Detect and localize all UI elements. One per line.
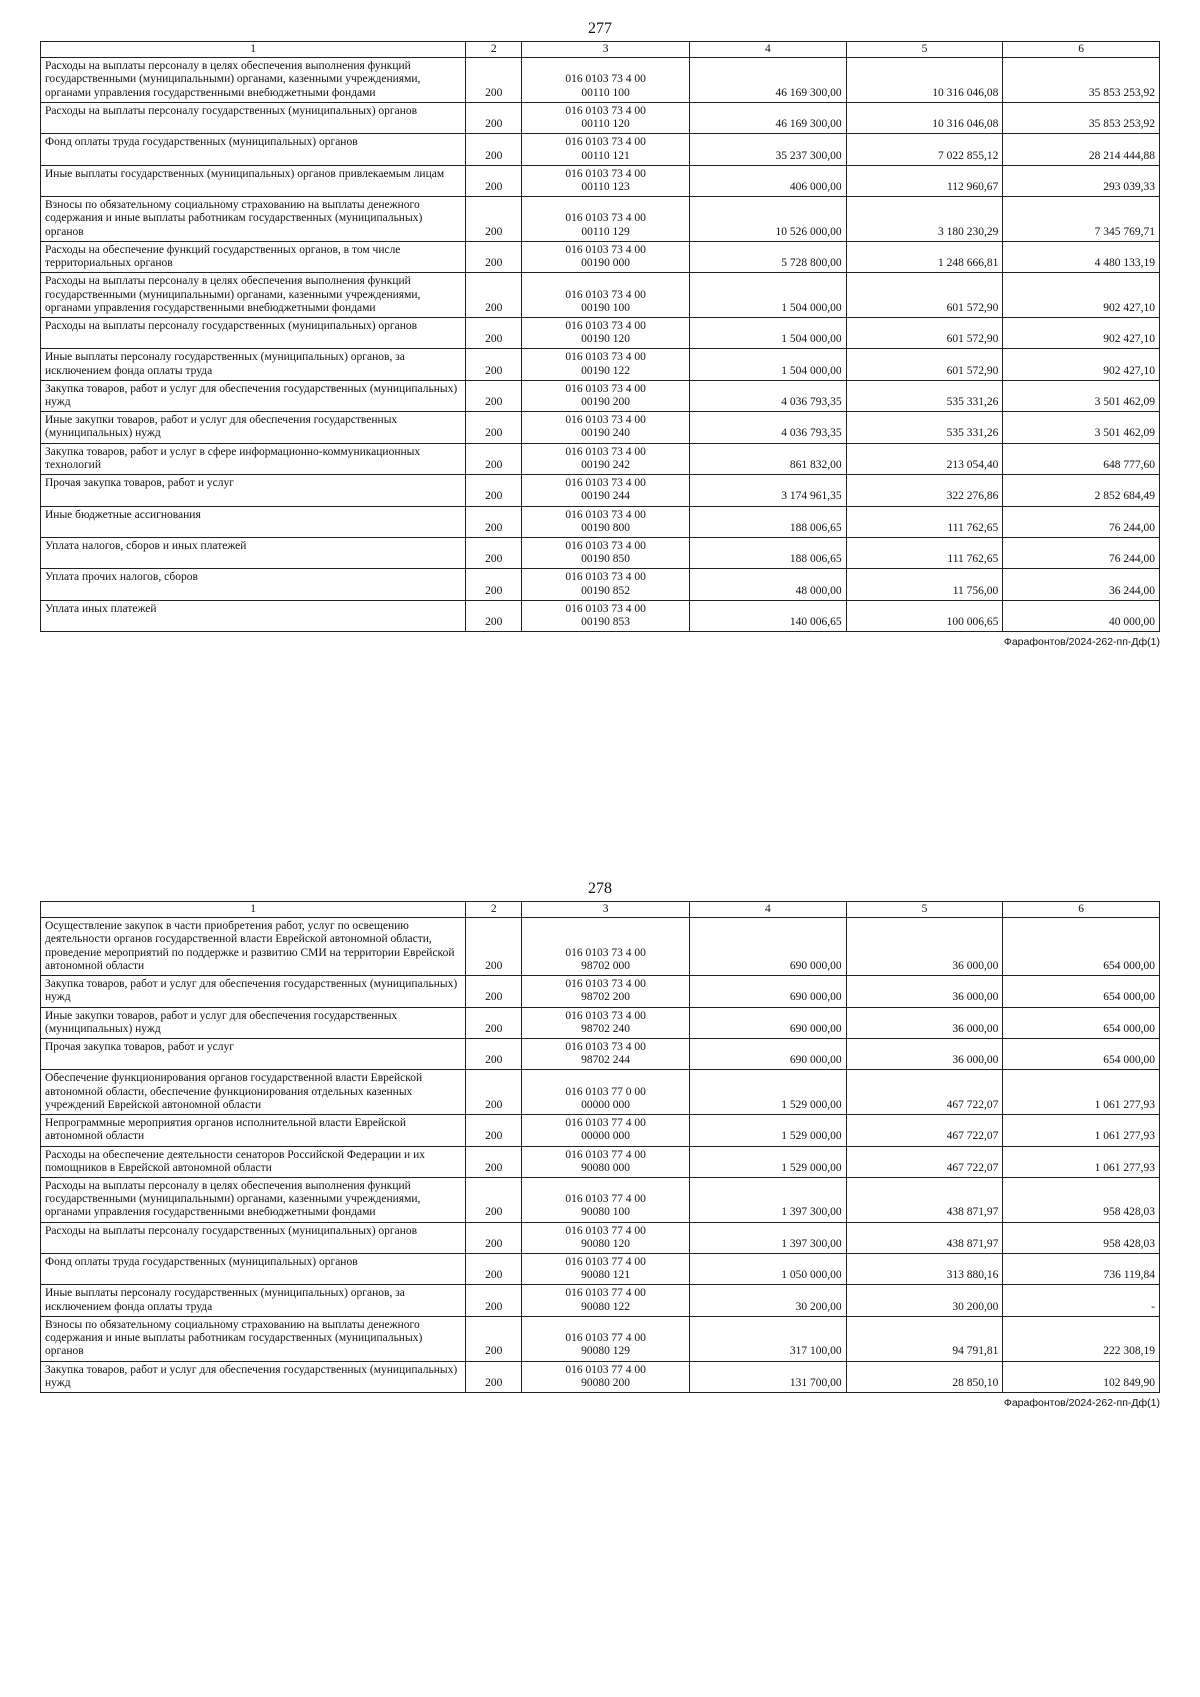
row-executed-amount: 467 722,07 xyxy=(846,1115,1003,1146)
row-classification-code: 016 0103 73 4 00 00190 242 xyxy=(522,443,690,474)
row-description: Расходы на обеспечение функций государственных органов, в том числе территориальных органов xyxy=(41,241,466,272)
row-executed-amount: 601 572,90 xyxy=(846,349,1003,380)
row-classification-code: 016 0103 77 4 00 90080 122 xyxy=(522,1285,690,1316)
row-remaining-amount: 902 427,10 xyxy=(1003,349,1160,380)
row-classification-code: 016 0103 77 4 00 90080 121 xyxy=(522,1254,690,1285)
row-remaining-amount: 102 849,90 xyxy=(1003,1361,1160,1392)
document-footer: Фарафонтов/2024-262-пп-Дф(1) xyxy=(1003,1397,1160,1409)
row-admin-code: 200 xyxy=(466,165,522,196)
row-remaining-amount: 76 244,00 xyxy=(1003,538,1160,569)
row-remaining-amount: 958 428,03 xyxy=(1003,1222,1160,1253)
row-executed-amount: 36 000,00 xyxy=(846,976,1003,1007)
header-cell: 4 xyxy=(690,902,847,918)
table-row xyxy=(41,1361,1160,1392)
budget-table xyxy=(40,901,1160,1393)
row-description: Фонд оплаты труда государственных (муниципальных) органов xyxy=(41,134,466,165)
row-remaining-amount: 654 000,00 xyxy=(1003,1007,1160,1038)
row-approved-amount: 317 100,00 xyxy=(690,1316,847,1361)
table-row xyxy=(41,317,1160,348)
row-admin-code: 200 xyxy=(466,1038,522,1069)
row-approved-amount: 1 504 000,00 xyxy=(690,273,847,318)
table-row xyxy=(41,1222,1160,1253)
row-classification-code: 016 0103 73 4 00 00110 100 xyxy=(522,58,690,103)
table-row xyxy=(41,1070,1160,1115)
row-approved-amount: 188 006,65 xyxy=(690,506,847,537)
table-body xyxy=(41,918,1160,1393)
row-description: Фонд оплаты труда государственных (муниципальных) органов xyxy=(41,1254,466,1285)
row-remaining-amount: 40 000,00 xyxy=(1003,600,1160,631)
table-row xyxy=(41,197,1160,242)
row-admin-code: 200 xyxy=(466,1177,522,1222)
row-classification-code: 016 0103 77 4 00 90080 120 xyxy=(522,1222,690,1253)
table-row xyxy=(41,569,1160,600)
row-approved-amount: 1 504 000,00 xyxy=(690,349,847,380)
row-admin-code: 200 xyxy=(466,197,522,242)
row-admin-code: 200 xyxy=(466,349,522,380)
row-approved-amount: 30 200,00 xyxy=(690,1285,847,1316)
row-description: Расходы на выплаты персоналу в целях обеспечения выполнения функций государственными (муниципальными) органами, казенными учреждениями, органами управления государственными внебюджетными фондами xyxy=(41,273,466,318)
row-admin-code: 200 xyxy=(466,102,522,133)
row-remaining-amount: 3 501 462,09 xyxy=(1003,412,1160,443)
row-executed-amount: 28 850,10 xyxy=(846,1361,1003,1392)
row-approved-amount: 1 397 300,00 xyxy=(690,1222,847,1253)
row-remaining-amount: 222 308,19 xyxy=(1003,1316,1160,1361)
row-remaining-amount: 35 853 253,92 xyxy=(1003,102,1160,133)
row-executed-amount: 7 022 855,12 xyxy=(846,134,1003,165)
table-row xyxy=(41,443,1160,474)
page-number: 278 xyxy=(588,880,612,897)
row-executed-amount: 601 572,90 xyxy=(846,317,1003,348)
row-executed-amount: 10 316 046,08 xyxy=(846,102,1003,133)
table-row xyxy=(41,380,1160,411)
row-executed-amount: 36 000,00 xyxy=(846,918,1003,976)
row-approved-amount: 4 036 793,35 xyxy=(690,380,847,411)
row-admin-code: 200 xyxy=(466,380,522,411)
row-remaining-amount: 1 061 277,93 xyxy=(1003,1115,1160,1146)
row-executed-amount: 11 756,00 xyxy=(846,569,1003,600)
row-description: Уплата иных платежей xyxy=(41,600,466,631)
row-admin-code: 200 xyxy=(466,1070,522,1115)
header-cell: 4 xyxy=(690,42,847,58)
row-remaining-amount: 1 061 277,93 xyxy=(1003,1146,1160,1177)
row-description: Прочая закупка товаров, работ и услуг xyxy=(41,475,466,506)
row-approved-amount: 1 504 000,00 xyxy=(690,317,847,348)
row-description: Закупка товаров, работ и услуг в сфере информационно-коммуникационных технологий xyxy=(41,443,466,474)
row-description: Расходы на выплаты персоналу государственных (муниципальных) органов xyxy=(41,317,466,348)
row-approved-amount: 188 006,65 xyxy=(690,538,847,569)
row-classification-code: 016 0103 73 4 00 00110 129 xyxy=(522,197,690,242)
row-executed-amount: 535 331,26 xyxy=(846,412,1003,443)
document-footer: Фарафонтов/2024-262-пп-Дф(1) xyxy=(1003,636,1160,649)
row-remaining-amount: - xyxy=(1003,1285,1160,1316)
row-approved-amount: 1 050 000,00 xyxy=(690,1254,847,1285)
table-row xyxy=(41,1254,1160,1285)
row-admin-code: 200 xyxy=(466,918,522,976)
table-row xyxy=(41,412,1160,443)
table-body xyxy=(41,58,1160,632)
row-approved-amount: 861 832,00 xyxy=(690,443,847,474)
table-row xyxy=(41,506,1160,537)
row-classification-code: 016 0103 73 4 00 00190 122 xyxy=(522,349,690,380)
row-executed-amount: 10 316 046,08 xyxy=(846,58,1003,103)
row-description: Иные закупки товаров, работ и услуг для обеспечения государственных (муниципальных) нужд xyxy=(41,412,466,443)
row-classification-code: 016 0103 73 4 00 00190 200 xyxy=(522,380,690,411)
table-row xyxy=(41,1285,1160,1316)
row-classification-code: 016 0103 73 4 00 00190 852 xyxy=(522,569,690,600)
header-cell: 6 xyxy=(1003,902,1160,918)
row-executed-amount: 100 006,65 xyxy=(846,600,1003,631)
row-classification-code: 016 0103 73 4 00 00190 853 xyxy=(522,600,690,631)
header-cell: 5 xyxy=(846,902,1003,918)
row-executed-amount: 1 248 666,81 xyxy=(846,241,1003,272)
row-admin-code: 200 xyxy=(466,475,522,506)
row-remaining-amount: 648 777,60 xyxy=(1003,443,1160,474)
row-remaining-amount: 7 345 769,71 xyxy=(1003,197,1160,242)
row-description: Уплата налогов, сборов и иных платежей xyxy=(41,538,466,569)
row-description: Расходы на выплаты персоналу государственных (муниципальных) органов xyxy=(41,1222,466,1253)
header-cell: 3 xyxy=(522,902,690,918)
row-description: Непрограммные мероприятия органов исполнительной власти Еврейской автономной области xyxy=(41,1115,466,1146)
table-row xyxy=(41,600,1160,631)
row-executed-amount: 601 572,90 xyxy=(846,273,1003,318)
table-row xyxy=(41,134,1160,165)
row-admin-code: 200 xyxy=(466,412,522,443)
row-approved-amount: 46 169 300,00 xyxy=(690,58,847,103)
header-row xyxy=(41,902,1160,918)
row-approved-amount: 5 728 800,00 xyxy=(690,241,847,272)
row-admin-code: 200 xyxy=(466,976,522,1007)
row-approved-amount: 131 700,00 xyxy=(690,1361,847,1392)
row-description: Иные бюджетные ассигнования xyxy=(41,506,466,537)
row-executed-amount: 30 200,00 xyxy=(846,1285,1003,1316)
row-approved-amount: 1 529 000,00 xyxy=(690,1146,847,1177)
header-cell: 3 xyxy=(522,42,690,58)
row-classification-code: 016 0103 73 4 00 00190 800 xyxy=(522,506,690,537)
row-approved-amount: 10 526 000,00 xyxy=(690,197,847,242)
row-executed-amount: 467 722,07 xyxy=(846,1146,1003,1177)
table-row xyxy=(41,273,1160,318)
row-admin-code: 200 xyxy=(466,538,522,569)
row-description: Обеспечение функционирования органов государственной власти Еврейской автономной области, обеспечение функционирования отдельных казенных учреждений Еврейской автономной области xyxy=(41,1070,466,1115)
row-description: Иные выплаты государственных (муниципальных) органов привлекаемым лицам xyxy=(41,165,466,196)
row-remaining-amount: 654 000,00 xyxy=(1003,1038,1160,1069)
row-remaining-amount: 4 480 133,19 xyxy=(1003,241,1160,272)
table-row xyxy=(41,1007,1160,1038)
table-row xyxy=(41,58,1160,103)
row-approved-amount: 1 529 000,00 xyxy=(690,1115,847,1146)
table-row xyxy=(41,165,1160,196)
table-row xyxy=(41,918,1160,976)
row-approved-amount: 4 036 793,35 xyxy=(690,412,847,443)
row-approved-amount: 690 000,00 xyxy=(690,976,847,1007)
table-row xyxy=(41,1115,1160,1146)
table-row xyxy=(41,1038,1160,1069)
row-remaining-amount: 3 501 462,09 xyxy=(1003,380,1160,411)
row-executed-amount: 112 960,67 xyxy=(846,165,1003,196)
row-remaining-amount: 736 119,84 xyxy=(1003,1254,1160,1285)
row-admin-code: 200 xyxy=(466,1007,522,1038)
row-classification-code: 016 0103 73 4 00 00190 000 xyxy=(522,241,690,272)
page-number: 277 xyxy=(588,20,612,37)
row-admin-code: 200 xyxy=(466,1361,522,1392)
row-executed-amount: 36 000,00 xyxy=(846,1007,1003,1038)
row-remaining-amount: 35 853 253,92 xyxy=(1003,58,1160,103)
table-row xyxy=(41,1316,1160,1361)
table-row xyxy=(41,475,1160,506)
row-classification-code: 016 0103 73 4 00 00190 100 xyxy=(522,273,690,318)
row-description: Взносы по обязательному социальному страхованию на выплаты денежного содержания и иные выплаты работникам государственных (муниципальных) органов xyxy=(41,197,466,242)
row-remaining-amount: 36 244,00 xyxy=(1003,569,1160,600)
row-description: Закупка товаров, работ и услуг для обеспечения государственных (муниципальных) нужд xyxy=(41,380,466,411)
row-classification-code: 016 0103 73 4 00 98702 000 xyxy=(522,918,690,976)
header-cell: 1 xyxy=(41,902,466,918)
row-remaining-amount: 76 244,00 xyxy=(1003,506,1160,537)
row-remaining-amount: 902 427,10 xyxy=(1003,317,1160,348)
table-row xyxy=(41,538,1160,569)
row-classification-code: 016 0103 77 0 00 00000 000 xyxy=(522,1070,690,1115)
row-remaining-amount: 654 000,00 xyxy=(1003,976,1160,1007)
row-classification-code: 016 0103 77 4 00 90080 000 xyxy=(522,1146,690,1177)
row-classification-code: 016 0103 77 4 00 90080 200 xyxy=(522,1361,690,1392)
row-admin-code: 200 xyxy=(466,1146,522,1177)
header-cell: 6 xyxy=(1003,42,1160,58)
row-description: Иные выплаты персоналу государственных (муниципальных) органов, за исключением фонда оплаты труда xyxy=(41,1285,466,1316)
row-admin-code: 200 xyxy=(466,506,522,537)
header-cell: 2 xyxy=(466,42,522,58)
row-executed-amount: 438 871,97 xyxy=(846,1177,1003,1222)
row-executed-amount: 438 871,97 xyxy=(846,1222,1003,1253)
row-admin-code: 200 xyxy=(466,58,522,103)
header-cell: 2 xyxy=(466,902,522,918)
row-approved-amount: 3 174 961,35 xyxy=(690,475,847,506)
row-admin-code: 200 xyxy=(466,443,522,474)
row-executed-amount: 313 880,16 xyxy=(846,1254,1003,1285)
row-admin-code: 200 xyxy=(466,273,522,318)
row-description: Прочая закупка товаров, работ и услуг xyxy=(41,1038,466,1069)
row-approved-amount: 690 000,00 xyxy=(690,1038,847,1069)
row-description: Расходы на выплаты персоналу в целях обеспечения выполнения функций государственными (муниципальными) органами, казенными учреждениями, органами управления государственными внебюджетными фондами xyxy=(41,1177,466,1222)
row-classification-code: 016 0103 73 4 00 00190 120 xyxy=(522,317,690,348)
row-remaining-amount: 28 214 444,88 xyxy=(1003,134,1160,165)
row-executed-amount: 322 276,86 xyxy=(846,475,1003,506)
row-remaining-amount: 2 852 684,49 xyxy=(1003,475,1160,506)
table-row xyxy=(41,102,1160,133)
row-executed-amount: 467 722,07 xyxy=(846,1070,1003,1115)
row-approved-amount: 35 237 300,00 xyxy=(690,134,847,165)
row-executed-amount: 213 054,40 xyxy=(846,443,1003,474)
table-row xyxy=(41,1146,1160,1177)
row-description: Уплата прочих налогов, сборов xyxy=(41,569,466,600)
row-approved-amount: 690 000,00 xyxy=(690,1007,847,1038)
row-executed-amount: 94 791,81 xyxy=(846,1316,1003,1361)
row-classification-code: 016 0103 73 4 00 98702 244 xyxy=(522,1038,690,1069)
row-description: Расходы на выплаты персоналу государственных (муниципальных) органов xyxy=(41,102,466,133)
row-approved-amount: 406 000,00 xyxy=(690,165,847,196)
row-approved-amount: 46 169 300,00 xyxy=(690,102,847,133)
budget-table xyxy=(40,41,1160,632)
table-row xyxy=(41,1177,1160,1222)
row-executed-amount: 111 762,65 xyxy=(846,538,1003,569)
row-classification-code: 016 0103 73 4 00 98702 240 xyxy=(522,1007,690,1038)
row-approved-amount: 48 000,00 xyxy=(690,569,847,600)
row-classification-code: 016 0103 73 4 00 00110 120 xyxy=(522,102,690,133)
row-classification-code: 016 0103 73 4 00 00190 244 xyxy=(522,475,690,506)
table-row xyxy=(41,349,1160,380)
row-admin-code: 200 xyxy=(466,1285,522,1316)
row-executed-amount: 111 762,65 xyxy=(846,506,1003,537)
row-classification-code: 016 0103 77 4 00 00000 000 xyxy=(522,1115,690,1146)
row-admin-code: 200 xyxy=(466,1254,522,1285)
row-classification-code: 016 0103 73 4 00 98702 200 xyxy=(522,976,690,1007)
row-description: Закупка товаров, работ и услуг для обеспечения государственных (муниципальных) нужд xyxy=(41,976,466,1007)
row-classification-code: 016 0103 77 4 00 90080 100 xyxy=(522,1177,690,1222)
row-approved-amount: 1 529 000,00 xyxy=(690,1070,847,1115)
row-description: Расходы на выплаты персоналу в целях обеспечения выполнения функций государственными (муниципальными) органами, казенными учреждениями, органами управления государственными внебюджетными фондами xyxy=(41,58,466,103)
row-admin-code: 200 xyxy=(466,134,522,165)
row-classification-code: 016 0103 73 4 00 00190 240 xyxy=(522,412,690,443)
row-description: Иные закупки товаров, работ и услуг для обеспечения государственных (муниципальных) нужд xyxy=(41,1007,466,1038)
row-description: Взносы по обязательному социальному страхованию на выплаты денежного содержания и иные выплаты работникам государственных (муниципальных) органов xyxy=(41,1316,466,1361)
row-description: Закупка товаров, работ и услуг для обеспечения государственных (муниципальных) нужд xyxy=(41,1361,466,1392)
row-approved-amount: 690 000,00 xyxy=(690,918,847,976)
row-remaining-amount: 958 428,03 xyxy=(1003,1177,1160,1222)
table-row xyxy=(41,976,1160,1007)
row-admin-code: 200 xyxy=(466,569,522,600)
row-executed-amount: 3 180 230,29 xyxy=(846,197,1003,242)
row-admin-code: 200 xyxy=(466,241,522,272)
row-executed-amount: 535 331,26 xyxy=(846,380,1003,411)
row-classification-code: 016 0103 77 4 00 90080 129 xyxy=(522,1316,690,1361)
row-remaining-amount: 654 000,00 xyxy=(1003,918,1160,976)
table-row xyxy=(41,241,1160,272)
header-row xyxy=(41,42,1160,58)
row-remaining-amount: 1 061 277,93 xyxy=(1003,1070,1160,1115)
header-cell: 1 xyxy=(41,42,466,58)
row-classification-code: 016 0103 73 4 00 00190 850 xyxy=(522,538,690,569)
row-admin-code: 200 xyxy=(466,600,522,631)
row-admin-code: 200 xyxy=(466,1316,522,1361)
row-remaining-amount: 902 427,10 xyxy=(1003,273,1160,318)
row-approved-amount: 1 397 300,00 xyxy=(690,1177,847,1222)
row-admin-code: 200 xyxy=(466,1115,522,1146)
row-description: Осуществление закупок в части приобретения работ, услуг по освещению деятельности органов государственной власти Еврейской автономной области, проведение мероприятий по поддержке и развитию СМИ на территории Еврейской автономной области xyxy=(41,918,466,976)
header-cell: 5 xyxy=(846,42,1003,58)
row-admin-code: 200 xyxy=(466,317,522,348)
row-executed-amount: 36 000,00 xyxy=(846,1038,1003,1069)
row-admin-code: 200 xyxy=(466,1222,522,1253)
row-classification-code: 016 0103 73 4 00 00110 121 xyxy=(522,134,690,165)
row-description: Иные выплаты персоналу государственных (муниципальных) органов, за исключением фонда оплаты труда xyxy=(41,349,466,380)
row-approved-amount: 140 006,65 xyxy=(690,600,847,631)
page-277 xyxy=(40,20,1160,648)
page-278 xyxy=(40,880,1160,1409)
row-description: Расходы на обеспечение деятельности сенаторов Российской Федерации и их помощников в Еврейской автономной области xyxy=(41,1146,466,1177)
row-classification-code: 016 0103 73 4 00 00110 123 xyxy=(522,165,690,196)
row-remaining-amount: 293 039,33 xyxy=(1003,165,1160,196)
